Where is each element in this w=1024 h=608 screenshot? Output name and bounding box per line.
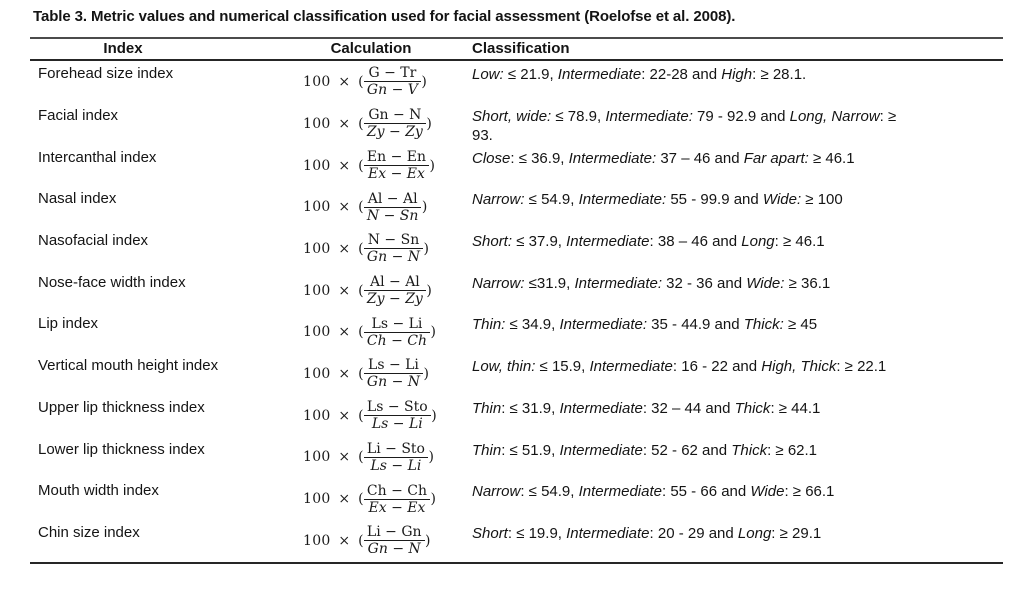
fraction [364, 191, 422, 224]
table-row [30, 103, 1003, 145]
calculation-cell [300, 520, 472, 562]
range-text: : ≤ 54.9, [520, 483, 579, 501]
formula-close-paren: ) [426, 282, 432, 299]
range-text: : 22-28 and [641, 66, 722, 83]
category-label: Close [472, 149, 511, 167]
formula-close-paren: ) [426, 115, 432, 132]
fraction-denominator: Ex − Ex [368, 499, 426, 516]
category-label: Intermediate [566, 524, 650, 542]
fraction-denominator: Gn − N [366, 374, 421, 391]
column-header-calculation: Calculation [330, 40, 412, 57]
fraction-numerator: Ls − Sto [364, 399, 431, 416]
range-text: : 52 - 62 and [642, 441, 732, 459]
formula [303, 524, 431, 557]
range-text: : ≤ 31.9, [501, 399, 560, 417]
fraction [364, 483, 430, 516]
range-text: 93. [472, 126, 493, 144]
index-cell: Nasofacial index [38, 232, 149, 250]
category-label: Thick: [743, 316, 784, 334]
range-text: 79 - 92.9 and [692, 107, 790, 125]
range-text: : ≥ [879, 107, 897, 125]
formula [303, 316, 436, 349]
category-label: Long [741, 233, 775, 251]
category-label: Long, Narrow [789, 107, 880, 125]
fraction-numerator: En − En [364, 149, 429, 166]
range-text: ≤ 34.9, [505, 316, 560, 334]
formula-coefficient: 100 × ( [303, 365, 364, 382]
category-label: Short [472, 524, 508, 542]
formula-close-paren: ) [431, 407, 437, 424]
classification-cell [472, 103, 1003, 145]
index-cell: Facial index [38, 106, 119, 124]
formula [303, 65, 427, 98]
range-text: 32 - 36 and [662, 274, 747, 292]
calculation-cell [300, 478, 472, 520]
range-text: ≤ 54.9, [524, 191, 579, 209]
formula-close-paren: ) [421, 73, 427, 90]
category-label: Intermediate [578, 483, 662, 501]
range-text: ≤ 37.9, [512, 233, 567, 251]
fraction-numerator: Gn − N [364, 107, 426, 124]
range-text: ≥ 36.1 [784, 274, 831, 292]
classification-cell [472, 520, 1003, 562]
calculation-cell [300, 103, 472, 145]
fraction [364, 441, 428, 474]
table-header-row [30, 37, 1003, 61]
fraction-numerator: N − Sn [364, 232, 423, 249]
calculation-cell [300, 186, 472, 228]
fraction [364, 107, 426, 140]
fraction [364, 149, 429, 182]
index-cell: Forehead size index [38, 65, 174, 82]
category-label: Narrow [472, 483, 521, 501]
classification-cell [472, 437, 1003, 479]
fraction-numerator: Ch − Ch [364, 483, 430, 500]
column-header-classification: Classification [472, 40, 570, 57]
category-label: Intermediate [566, 233, 650, 251]
category-label: Intermediate [589, 358, 673, 376]
category-label: Narrow: [472, 274, 525, 292]
classification-cell [472, 270, 1003, 312]
range-text: : ≥ 46.1 [774, 233, 825, 251]
index-cell: Chin size index [38, 523, 140, 541]
fraction-denominator: Zy − Zy [366, 124, 423, 141]
fraction-numerator: G − Tr [364, 65, 421, 82]
fraction-denominator: Ex − Ex [368, 166, 425, 183]
classification-cell [472, 61, 1003, 103]
metrics-table [30, 37, 1003, 564]
fraction [364, 232, 423, 265]
range-text: : ≥ 66.1 [784, 483, 835, 501]
table-row [30, 270, 1003, 312]
fraction-numerator: Li − Gn [364, 524, 425, 541]
calculation-cell [300, 395, 472, 437]
formula-close-paren: ) [423, 365, 429, 382]
category-label: High, Thick [761, 358, 837, 376]
index-cell: Mouth width index [38, 482, 159, 500]
category-label: Thin [472, 441, 502, 459]
range-text: : ≤ 36.9, [510, 149, 569, 167]
category-label: High [721, 66, 753, 83]
formula [303, 107, 432, 140]
calculation-cell [300, 311, 472, 353]
table-row [30, 145, 1003, 187]
table-row [30, 228, 1003, 270]
fraction [364, 357, 423, 390]
formula-close-paren: ) [421, 199, 428, 216]
range-text: ≥ 45 [783, 316, 818, 334]
fraction [364, 274, 426, 307]
category-label: Narrow: [472, 191, 525, 209]
range-text: : ≥ 44.1 [770, 399, 821, 417]
formula-coefficient: 100 × ( [303, 407, 364, 424]
formula [303, 232, 429, 265]
classification-cell [472, 311, 1003, 353]
table-row [30, 186, 1003, 228]
range-text: : ≤ 51.9, [501, 441, 560, 459]
range-text: ≤ 15.9, [535, 358, 590, 376]
category-label: Intermediate [559, 399, 643, 417]
range-text: : 38 – 46 and [649, 233, 742, 251]
formula-coefficient: 100 × ( [303, 73, 364, 90]
formula [303, 441, 434, 474]
category-label: Low: [472, 66, 504, 83]
table-row [30, 478, 1003, 520]
category-label: Thick [731, 441, 768, 459]
classification-cell [472, 478, 1003, 520]
range-text: : 55 - 66 and [662, 483, 751, 501]
category-label: Low, thin: [472, 358, 536, 376]
fraction [364, 65, 421, 98]
calculation-cell [300, 437, 472, 479]
formula-coefficient: 100 × ( [303, 449, 364, 466]
classification-cell [472, 395, 1003, 437]
fraction-denominator: Gn − V [366, 82, 418, 99]
formula-close-paren: ) [429, 157, 435, 174]
calculation-cell [300, 270, 472, 312]
fraction-numerator: Ls − Li [364, 357, 423, 374]
fraction-denominator: Ch − Ch [366, 332, 428, 349]
fraction [364, 524, 425, 557]
fraction-numerator: Al − Al [364, 191, 422, 208]
formula-coefficient: 100 × ( [303, 282, 364, 299]
index-cell: Lower lip thickness index [38, 440, 205, 458]
classification-cell [472, 228, 1003, 270]
formula-coefficient: 100 × ( [303, 532, 364, 549]
category-label: Wide: [762, 191, 802, 209]
range-text: 37 – 46 and [656, 149, 744, 167]
calculation-cell [300, 61, 472, 103]
formula-close-paren: ) [425, 532, 431, 549]
range-text: ≤31.9, [524, 274, 575, 292]
category-label: Intermediate: [574, 274, 662, 292]
column-header-index: Index [103, 40, 143, 57]
range-text: : ≥ 22.1 [836, 358, 887, 376]
formula-coefficient: 100 × ( [303, 491, 364, 508]
range-text: : 20 - 29 and [649, 524, 738, 542]
classification-cell [472, 145, 1003, 187]
range-text: : ≤ 19.9, [507, 524, 567, 542]
calculation-cell [300, 145, 472, 187]
fraction-numerator: Ls − Li [364, 316, 430, 333]
fraction [364, 399, 431, 432]
category-label: Wide [750, 483, 785, 501]
formula-close-paren: ) [423, 240, 429, 257]
calculation-cell [300, 353, 472, 395]
table-row [30, 353, 1003, 395]
index-cell: Nasal index [38, 190, 117, 208]
formula-coefficient: 100 × ( [303, 199, 364, 216]
category-label: Wide: [746, 274, 785, 292]
formula [303, 191, 427, 224]
fraction [364, 316, 430, 349]
index-cell: Lip index [38, 315, 99, 333]
category-label: Intermediate [559, 441, 643, 459]
fraction-numerator: Al − Al [364, 274, 426, 291]
category-label: Intermediate: [578, 191, 667, 209]
range-text: ≥ 46.1 [808, 149, 855, 167]
formula [303, 149, 435, 182]
fraction-denominator: Gn − N [367, 541, 421, 558]
formula-coefficient: 100 × ( [303, 324, 364, 341]
table-row [30, 437, 1003, 479]
table-title: Table 3. Metric values and numerical classification used for facial assessment (Roelofse et al. 2008). [33, 8, 736, 25]
category-label: Intermediate [557, 66, 642, 83]
range-text: 35 - 44.9 and [647, 316, 744, 334]
range-text: : ≥ 62.1 [767, 441, 818, 459]
category-label: Thin: [472, 316, 506, 334]
table-row [30, 311, 1003, 353]
index-cell: Vertical mouth height index [38, 357, 219, 375]
calculation-cell [300, 228, 472, 270]
category-label: Intermediate: [559, 316, 648, 334]
category-label: Far apart: [743, 149, 809, 167]
category-label: Short: [472, 233, 513, 251]
formula-coefficient: 100 × ( [303, 157, 364, 174]
index-cell: Nose-face width index [38, 273, 186, 291]
formula-close-paren: ) [430, 491, 436, 508]
range-text: 55 - 99.9 and [666, 191, 763, 209]
table-row [30, 520, 1003, 562]
range-text: ≥ 100 [801, 191, 843, 209]
fraction-denominator: N − Sn [366, 207, 419, 224]
formula [303, 399, 437, 432]
formula-coefficient: 100 × ( [303, 115, 364, 132]
category-label: Thick [734, 399, 771, 417]
table-body [30, 61, 1003, 564]
table-row [30, 395, 1003, 437]
category-label: Short, wide: [472, 107, 552, 125]
classification-cell [472, 186, 1003, 228]
category-label: Intermediate: [568, 149, 657, 167]
fraction-numerator: Li − Sto [364, 441, 428, 458]
formula [303, 483, 436, 516]
formula-coefficient: 100 × ( [303, 240, 364, 257]
fraction-denominator: Zy − Zy [366, 291, 423, 308]
range-text: ≤ 21.9, [503, 66, 558, 83]
formula-close-paren: ) [430, 324, 436, 341]
index-cell: Upper lip thickness index [38, 398, 205, 416]
range-text: : ≥ 28.1. [752, 66, 807, 83]
range-text: ≤ 78.9, [551, 107, 606, 125]
index-cell: Intercanthal index [38, 148, 157, 166]
fraction-denominator: Ls − Li [370, 457, 422, 474]
formula [303, 357, 429, 390]
range-text: : 16 - 22 and [672, 358, 762, 376]
range-text: : 32 – 44 and [642, 399, 735, 417]
category-label: Long [737, 524, 772, 542]
formula-close-paren: ) [428, 449, 434, 466]
fraction-denominator: Ls − Li [371, 416, 423, 433]
table-row [30, 61, 1003, 103]
category-label: Intermediate: [605, 107, 693, 125]
fraction-denominator: Gn − N [366, 249, 421, 266]
range-text: : ≥ 29.1 [771, 524, 822, 542]
formula [303, 274, 432, 307]
classification-cell [472, 353, 1003, 395]
category-label: Thin [472, 399, 502, 417]
